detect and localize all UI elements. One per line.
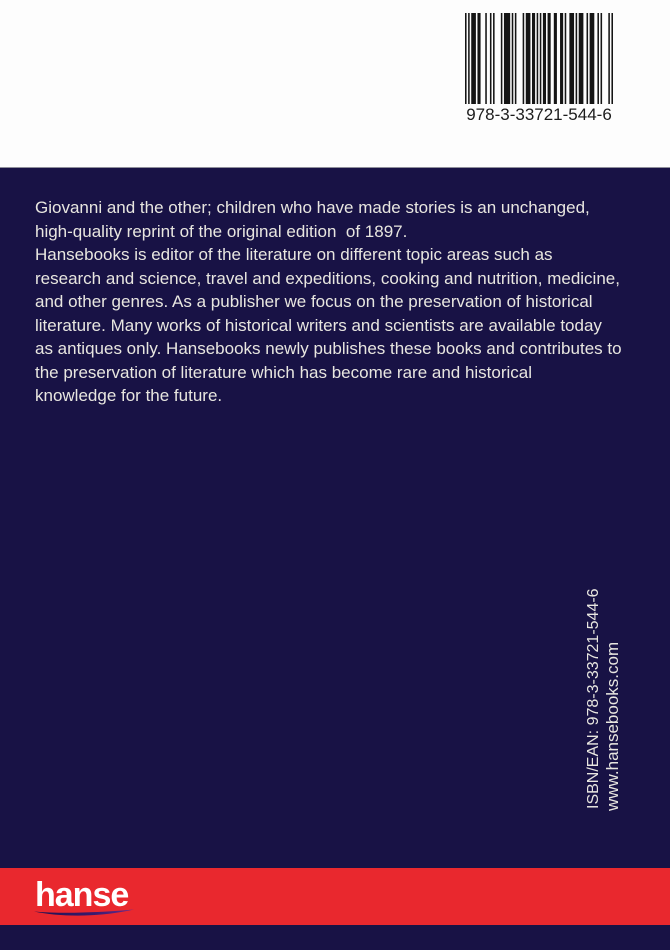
description-line: knowledge for the future. <box>35 386 223 405</box>
barcode-number: 978-3-33721-544-6 <box>466 105 612 124</box>
description-line: research and science, travel and expeditions, cooking and nutrition, medicine, <box>35 268 620 288</box>
description-line: and other genres. As a publisher we focus on the preservation of historical <box>35 292 593 311</box>
description-line: Hansebooks is editor of the literature on different topic areas such as <box>35 245 553 264</box>
website-vertical: www.hansebooks.com <box>603 641 622 811</box>
hanse-logo-text: hanse <box>35 876 129 914</box>
description-line: the preservation of literature which has become rare and historical <box>35 362 533 382</box>
barcode-band <box>0 0 670 168</box>
barcode-bars-icon <box>465 13 613 104</box>
logo-swoosh-icon <box>33 907 135 918</box>
description-line: Giovanni and the other; children who have made stories is an unchanged, <box>35 198 590 217</box>
isbn-ean-vertical: ISBN/EAN: 978-3-33721-544-6 <box>585 588 602 809</box>
description-line: literature. Many works of historical writers and scientists are available today <box>35 315 602 335</box>
description-line: as antiques only. Hansebooks newly publishes these books and contributes to <box>35 339 622 358</box>
barcode <box>465 13 613 125</box>
hanse-logo <box>35 878 145 924</box>
book-description <box>35 196 622 408</box>
publisher-bar <box>0 868 670 925</box>
description-line: high-quality reprint of the original edition of 1897. <box>35 221 408 241</box>
